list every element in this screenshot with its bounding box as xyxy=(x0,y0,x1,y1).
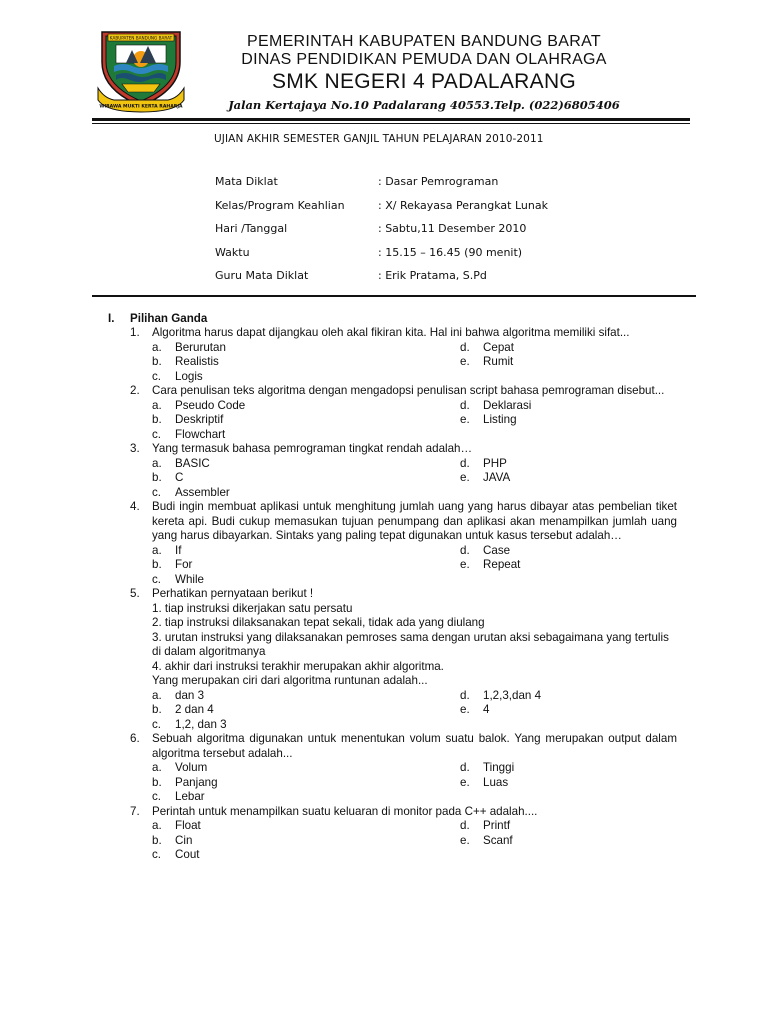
option-text: 1,2,3,dan 4 xyxy=(483,688,542,702)
statement-line: Yang merupakan ciri dari algoritma runtunan adalah... xyxy=(152,674,428,687)
question-text: Perintah untuk menampilkan suatu keluaran di monitor pada C++ adalah.... xyxy=(152,804,538,818)
option-letter: a. xyxy=(152,819,162,832)
answer-option xyxy=(152,413,223,428)
option-letter: e. xyxy=(460,471,470,484)
answer-options xyxy=(152,341,677,385)
option-text: Cout xyxy=(175,848,200,861)
answer-option xyxy=(152,457,210,472)
info-value: : Erik Pratama, S.Pd xyxy=(378,269,487,282)
logo-ribbon-text: WIBAWA MUKTI KERTA RAHARJA xyxy=(99,104,183,110)
option-row xyxy=(152,573,677,588)
option-letter: b. xyxy=(152,558,162,571)
option-text: While xyxy=(175,572,204,586)
answer-options xyxy=(152,819,677,863)
answer-option xyxy=(152,370,203,385)
answer-option xyxy=(152,776,218,791)
option-row xyxy=(152,790,677,805)
option-letter: c. xyxy=(152,485,162,499)
answer-option xyxy=(460,413,517,428)
info-rule xyxy=(92,295,696,297)
option-letter: c. xyxy=(152,572,162,586)
question-item xyxy=(0,442,677,500)
info-value: : 15.15 – 16.45 (90 menit) xyxy=(378,245,523,259)
question-list xyxy=(0,326,768,863)
option-text: Listing xyxy=(483,413,517,426)
question-item xyxy=(0,326,677,384)
option-letter: b. xyxy=(152,471,162,484)
option-letter: a. xyxy=(152,398,162,412)
option-text: Rumit xyxy=(483,355,514,368)
option-row xyxy=(152,703,677,718)
question-item xyxy=(0,587,677,732)
option-letter: b. xyxy=(152,413,162,426)
option-text: Berurutan xyxy=(175,340,226,354)
option-letter: a. xyxy=(152,688,162,702)
option-row xyxy=(152,457,677,472)
option-text: Float xyxy=(175,819,201,832)
question-item xyxy=(0,732,677,805)
option-text: Scanf xyxy=(483,833,513,847)
answer-option xyxy=(152,471,183,486)
option-letter: d. xyxy=(460,456,470,470)
option-text: Lebar xyxy=(175,790,205,803)
option-text: Luas xyxy=(483,775,509,789)
answer-option xyxy=(152,486,230,501)
section-title: Pilihan Ganda xyxy=(130,312,208,325)
question-text: Perhatikan pernyataan berikut ! xyxy=(152,587,314,600)
answer-option xyxy=(460,703,489,718)
option-row xyxy=(152,341,677,356)
answer-option xyxy=(152,399,245,414)
option-row xyxy=(152,486,677,501)
answer-option xyxy=(460,544,510,559)
option-letter: d. xyxy=(460,819,470,832)
question-text: Sebuah algoritma digunakan untuk menentukan volum suatu balok. Yang merupakan output dalam algoritma tersebut adalah... xyxy=(152,732,677,760)
question-text: Algoritma harus dapat dijangkau oleh akal fikiran kita. Hal ini bahwa algoritma memiliki sifat... xyxy=(152,326,630,339)
option-letter: e. xyxy=(460,558,470,571)
option-text: Logis xyxy=(175,369,203,383)
answer-option xyxy=(460,819,510,834)
section-roman: I. xyxy=(108,312,115,325)
department-name: DINAS PENDIDIKAN PEMUDA DAN OLAHRAGA xyxy=(241,51,607,68)
option-text: Deskriptif xyxy=(175,413,224,426)
info-label: Mata Diklat xyxy=(215,175,278,188)
answer-options xyxy=(152,761,677,805)
option-letter: e. xyxy=(460,355,470,368)
statement-line: 4. akhir dari instruksi terakhir merupakan akhir algoritma. xyxy=(152,659,444,673)
kabupaten-emblem-logo xyxy=(96,28,186,114)
option-row xyxy=(152,544,677,559)
option-row xyxy=(152,761,677,776)
exam-title: UJIAN AKHIR SEMESTER GANJIL TAHUN PELAJARAN 2010-2011 xyxy=(214,133,544,145)
answer-options xyxy=(152,689,677,733)
option-text: If xyxy=(175,543,182,557)
question-number: 4. xyxy=(130,500,140,513)
option-text: Panjang xyxy=(175,775,218,789)
option-letter: e. xyxy=(460,775,470,789)
option-text: Pseudo Code xyxy=(175,398,246,412)
option-letter: b. xyxy=(152,775,162,789)
option-letter: c. xyxy=(152,848,162,861)
answer-option xyxy=(460,399,531,414)
option-letter: d. xyxy=(460,761,470,774)
option-row xyxy=(152,718,677,733)
answer-options xyxy=(152,457,677,501)
option-text: Assembler xyxy=(175,485,230,499)
option-text: Volum xyxy=(175,761,208,774)
answer-option xyxy=(460,341,514,356)
info-label: Guru Mata Diklat xyxy=(215,269,309,282)
option-text: Deklarasi xyxy=(483,398,532,412)
option-letter: d. xyxy=(460,543,470,557)
answer-option xyxy=(152,848,200,863)
info-label: Waktu xyxy=(215,245,250,259)
question-number: 1. xyxy=(130,326,140,339)
option-letter: c. xyxy=(152,427,162,441)
option-text: For xyxy=(175,558,193,571)
question-number: 5. xyxy=(130,587,140,600)
option-text: C xyxy=(175,471,184,484)
section-heading xyxy=(108,312,207,325)
school-name: SMK NEGERI 4 PADALARANG xyxy=(271,70,577,93)
answer-option xyxy=(460,471,510,486)
answer-option xyxy=(152,819,201,834)
government-name: PEMERINTAH KABUPATEN BANDUNG BARAT xyxy=(247,33,601,50)
option-letter: a. xyxy=(152,456,162,470)
option-text: Repeat xyxy=(483,558,521,571)
option-text: Printf xyxy=(483,819,511,832)
option-row xyxy=(152,689,677,704)
answer-option xyxy=(460,776,508,791)
option-letter: e. xyxy=(460,703,470,716)
answer-option xyxy=(152,790,205,805)
statement-line: 2. tiap instruksi dilaksanakan tepat sekali, tidak ada yang diulang xyxy=(152,616,485,629)
answer-option xyxy=(152,544,181,559)
answer-option xyxy=(460,761,514,776)
answer-option xyxy=(460,457,507,472)
answer-option xyxy=(152,558,192,573)
option-text: Cin xyxy=(175,833,193,847)
option-text: 4 xyxy=(483,703,490,716)
answer-option xyxy=(460,355,513,370)
option-text: BASIC xyxy=(175,456,210,470)
answer-option xyxy=(152,355,219,370)
option-letter: c. xyxy=(152,717,162,731)
info-value: : X/ Rekayasa Perangkat Lunak xyxy=(378,198,548,212)
answer-option xyxy=(152,718,227,733)
option-text: Cepat xyxy=(483,340,514,354)
option-row xyxy=(152,355,677,370)
option-letter: d. xyxy=(460,688,470,702)
option-letter: d. xyxy=(460,398,470,412)
answer-option xyxy=(152,573,204,588)
question-number: 6. xyxy=(130,732,140,745)
option-row xyxy=(152,776,677,791)
option-letter: c. xyxy=(152,369,162,383)
option-letter: a. xyxy=(152,761,162,774)
question-item xyxy=(0,805,677,863)
option-row xyxy=(152,399,677,414)
option-letter: a. xyxy=(152,340,162,354)
option-row xyxy=(152,558,677,573)
question-text: Cara penulisan teks algoritma dengan mengadopsi penulisan script bahasa pemrograman disebut... xyxy=(152,384,665,397)
answer-options xyxy=(152,399,677,443)
option-letter: d. xyxy=(460,340,470,354)
letterhead xyxy=(214,32,634,114)
statement-line: 3. urutan instruksi yang dilaksanakan pemroses sama dengan urutan aksi sebagaimana yang tertulis di dalam algoritmanya xyxy=(152,630,669,658)
question-number: 7. xyxy=(130,804,140,818)
answer-option xyxy=(460,558,520,573)
option-text: PHP xyxy=(483,456,507,470)
option-letter: b. xyxy=(152,703,162,716)
option-letter: e. xyxy=(460,833,470,847)
answer-option xyxy=(152,703,214,718)
answer-options xyxy=(152,544,677,588)
option-text: JAVA xyxy=(483,471,511,484)
option-text: dan 3 xyxy=(175,688,205,702)
option-letter: b. xyxy=(152,355,162,368)
option-text: 1,2, dan 3 xyxy=(175,717,227,731)
answer-option xyxy=(152,689,204,704)
option-letter: e. xyxy=(460,413,470,426)
option-row xyxy=(152,413,677,428)
option-row xyxy=(152,370,677,385)
answer-option xyxy=(152,834,192,849)
info-value: : Sabtu,11 Desember 2010 xyxy=(378,222,527,235)
option-letter: c. xyxy=(152,790,162,803)
option-text: Case xyxy=(483,543,511,557)
option-text: Flowchart xyxy=(175,427,226,441)
question-item xyxy=(0,384,677,442)
option-row xyxy=(152,819,677,834)
statement-line: 1. tiap instruksi dikerjakan satu persatu xyxy=(152,601,353,615)
answer-option xyxy=(152,761,207,776)
info-label: Hari /Tanggal xyxy=(215,222,288,235)
option-row xyxy=(152,848,677,863)
option-text: 2 dan 4 xyxy=(175,703,214,716)
option-text: Tinggi xyxy=(483,761,515,774)
question-text: Budi ingin membuat aplikasi untuk menghitung jumlah uang yang harus dibayar atas pembelian tiket kereta api. Budi cukup memasukan tujuan penumpang dan aplikasi akan menampilkan jumlah uang yang harus dibayarkan. Sintaks yang paling tepat digunakan untuk kasus tersebut adalah… xyxy=(152,500,677,542)
header-rule-thin xyxy=(92,123,690,124)
option-row xyxy=(152,428,677,443)
question-number: 2. xyxy=(130,384,140,397)
option-text: Realistis xyxy=(175,355,219,368)
info-value: : Dasar Pemrograman xyxy=(378,175,499,188)
question-item xyxy=(0,500,677,587)
answer-option xyxy=(460,834,513,849)
answer-option xyxy=(152,428,225,443)
logo-top-text: KABUPATEN BANDUNG BARAT xyxy=(109,35,173,41)
school-address: Jalan Kertajaya No.10 Padalarang 40553.Telp. (022)6805406 xyxy=(228,98,620,112)
info-label: Kelas/Program Keahlian xyxy=(215,198,345,212)
question-number: 3. xyxy=(130,442,140,455)
option-row xyxy=(152,834,677,849)
question-text: Yang termasuk bahasa pemrograman tingkat rendah adalah… xyxy=(152,442,473,455)
answer-option xyxy=(152,341,226,356)
option-letter: a. xyxy=(152,543,162,557)
option-row xyxy=(152,471,677,486)
option-letter: b. xyxy=(152,833,162,847)
header-rule-thick xyxy=(92,118,690,121)
answer-option xyxy=(460,689,541,704)
